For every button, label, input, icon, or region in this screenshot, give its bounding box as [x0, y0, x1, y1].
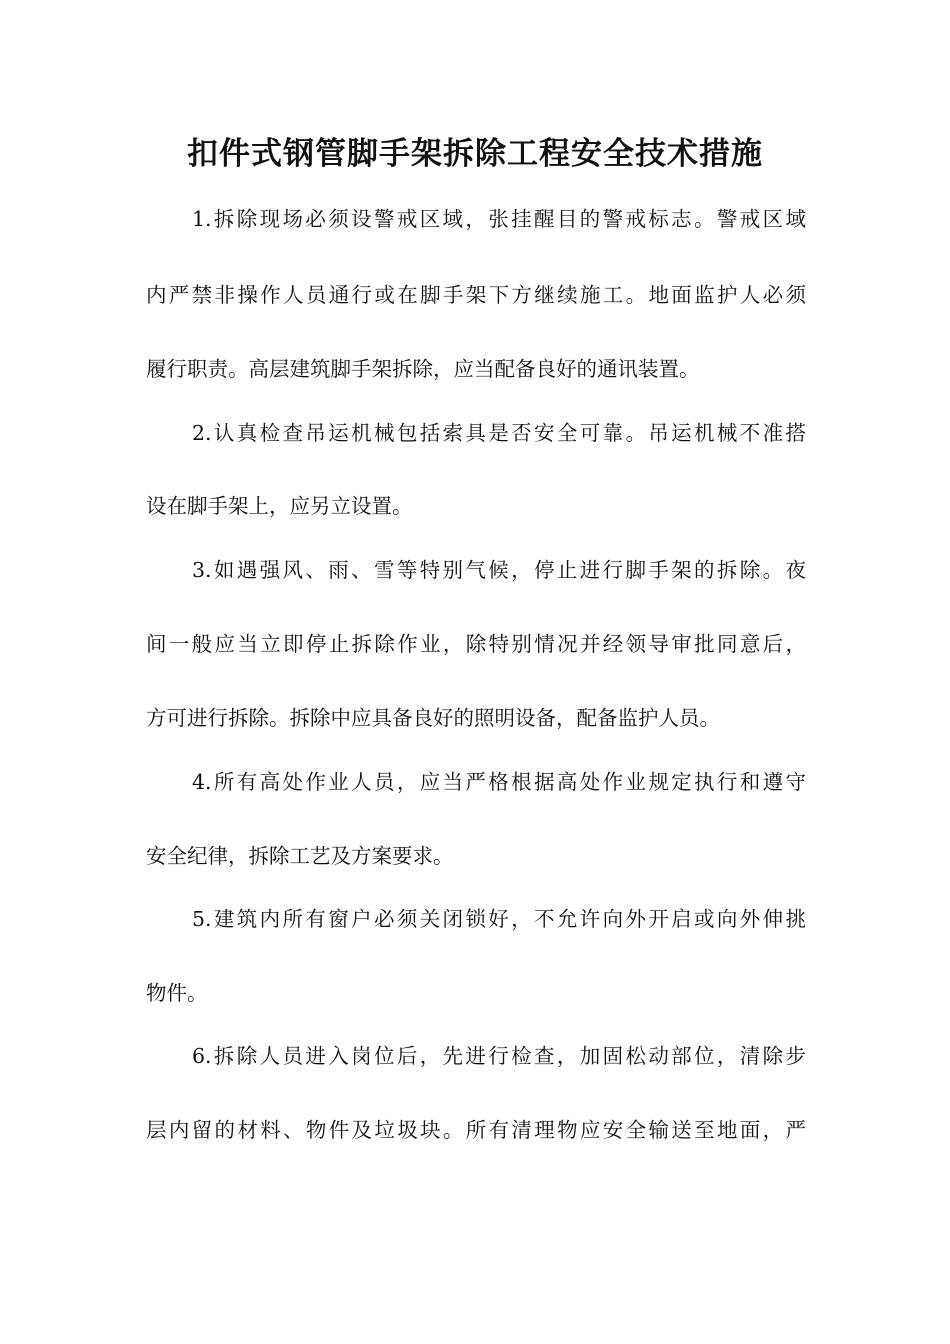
- paragraph-3-line-2: 间一般应当立即停止拆除作业，除特别情况并经领导审批同意后，: [146, 632, 806, 656]
- paragraph-2-line-1: 2.认真检查吊运机械包括索具是否安全可靠。吊运机械不准搭: [192, 421, 806, 445]
- paragraph-4-line-2: 安全纪律，拆除工艺及方案要求。: [146, 844, 454, 868]
- paragraph-5-line-2: 物件。: [146, 981, 208, 1005]
- paragraph-5-line-1: 5.建筑内所有窗户必须关闭锁好，不允许向外开启或向外伸挑: [192, 907, 806, 931]
- paragraph-3-line-3: 方可进行拆除。拆除中应具备良好的照明设备，配备监护人员。: [146, 706, 720, 730]
- paragraph-6-line-2: 层内留的材料、物件及垃圾块。所有清理物应安全输送至地面，严: [146, 1118, 806, 1142]
- paragraph-1-line-2: 内严禁非操作人员通行或在脚手架下方继续施工。地面监护人必须: [146, 283, 806, 307]
- document-title: 扣件式钢管脚手架拆除工程安全技术措施: [187, 136, 763, 172]
- paragraph-6-line-1: 6.拆除人员进入岗位后，先进行检查，加固松动部位，清除步: [192, 1044, 806, 1068]
- paragraph-1-line-3: 履行职责。高层建筑脚手架拆除，应当配备良好的通讯装置。: [146, 357, 700, 381]
- paragraph-4-line-1: 4.所有高处作业人员，应当严格根据高处作业规定执行和遵守: [192, 770, 806, 794]
- paragraph-3-line-1: 3.如遇强风、雨、雪等特别气候，停止进行脚手架的拆除。夜: [192, 558, 806, 582]
- paragraph-2-line-2: 设在脚手架上，应另立设置。: [146, 494, 413, 518]
- paragraph-1-line-1: 1.拆除现场必须设警戒区域，张挂醒目的警戒标志。警戒区域: [192, 207, 806, 231]
